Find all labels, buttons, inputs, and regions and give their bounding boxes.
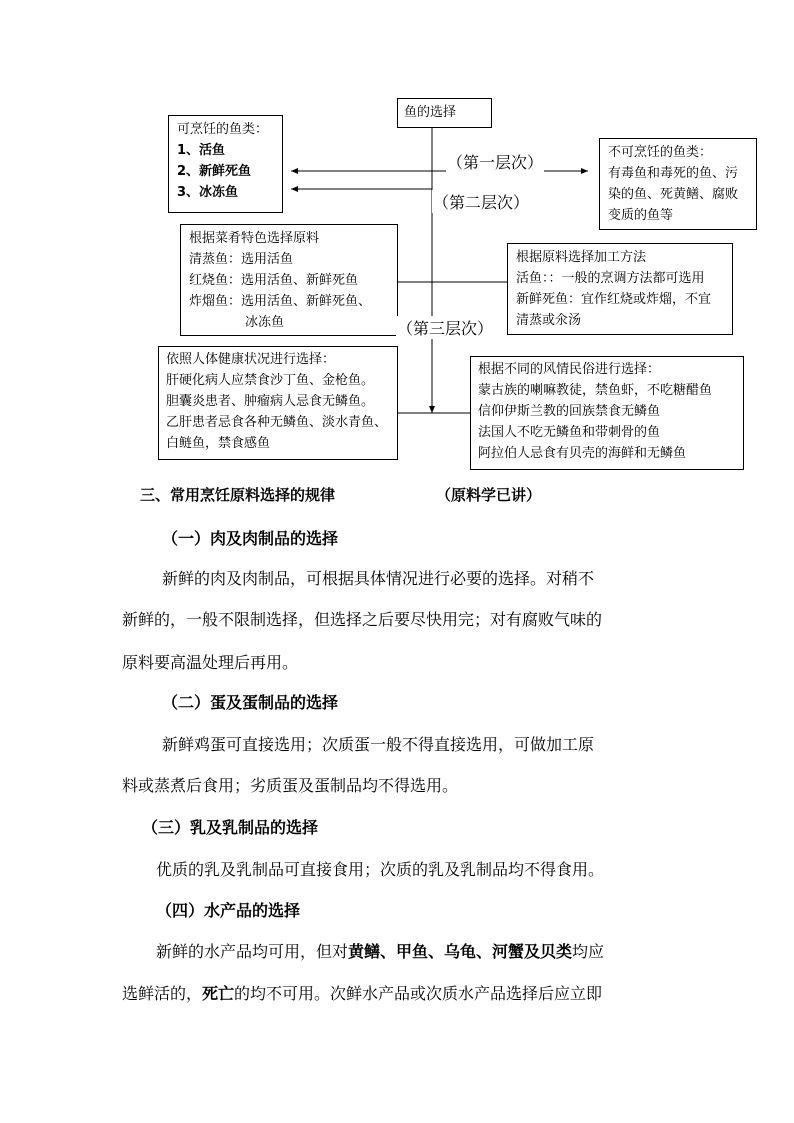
by-dish-line: 冰冻鱼	[245, 315, 285, 330]
text-run: 选鲜活的，	[122, 984, 203, 1003]
layer-2-label: （第二层次）	[432, 190, 530, 213]
item-heading: （二）蛋及蛋制品的选择	[162, 693, 339, 712]
by-health-box	[158, 346, 398, 460]
paragraph-line: 新鲜鸡蛋可直接选用；次质蛋一般不得直接选用，可做加工原	[162, 735, 595, 754]
uncookable-line: 染的鱼、死黄鳝、腐败	[608, 187, 739, 202]
cookable-fish-box	[168, 115, 283, 213]
by-custom-line: 蒙古族的喇嘛教徒，禁鱼虾，不吃糖醋鱼	[478, 383, 713, 398]
by-health-line: 肝硬化病人应禁食沙丁鱼、金枪鱼。	[166, 373, 375, 388]
by-dish-line: 炸熘鱼：选用活鱼、新鲜死鱼、	[189, 294, 372, 309]
uncookable-title: 不可烹饪的鱼类：	[608, 145, 713, 160]
by-method-line: 清蒸或氽汤	[516, 313, 582, 328]
by-custom-line: 阿拉伯人忌食有贝壳的海鲜和无鳞鱼	[478, 446, 687, 461]
by-custom-title: 根据不同的风情民俗进行选择：	[478, 362, 661, 377]
cookable-item: 3、冰冻鱼	[177, 185, 239, 200]
uncookable-line: 变质的鱼等	[608, 208, 674, 223]
cookable-item: 1、活鱼	[177, 143, 226, 158]
item-heading: （一）肉及肉制品的选择	[162, 529, 339, 548]
by-health-title: 依照人体健康状况进行选择：	[166, 352, 336, 367]
diagram-root-label: 鱼的选择	[404, 105, 457, 120]
emphasis-text: 黄鳝、甲鱼、乌龟、河蟹及贝类	[348, 942, 573, 961]
paragraph-line: 新鲜的肉及肉制品，可根据具体情况进行必要的选择。对稍不	[162, 569, 595, 588]
by-dish-line: 清蒸鱼：选用活鱼	[189, 252, 294, 267]
text-run: 新鲜的水产品均可用，但对	[156, 942, 349, 961]
by-health-line: 乙肝患者忌食各种无鳞鱼、淡水青鱼、	[166, 415, 388, 430]
by-method-line: 活鱼：：一般的烹调方法都可选用	[516, 271, 705, 286]
paragraph-line: 料或蒸煮后食用；劣质蛋及蛋制品均不得选用。	[122, 776, 459, 795]
uncookable-fish-box	[599, 138, 757, 230]
by-method-line: 新鲜死鱼：宜作红烧或炸熘，不宜	[516, 292, 712, 307]
by-method-box	[507, 243, 733, 335]
paragraph-line: 新鲜的，一般不限制选择，但选择之后要尽快用完；对有腐败气味的	[122, 610, 603, 629]
diagram-root-box	[397, 98, 492, 128]
text-run: 的均不可用。次鲜水产品或次质水产品选择后应立即	[234, 984, 603, 1003]
section-title: 三、常用烹饪原料选择的规律	[140, 486, 336, 504]
item-heading: （三）乳及乳制品的选择	[142, 818, 319, 837]
cookable-item: 2、新鲜死鱼	[177, 164, 252, 179]
by-custom-line: 信仰伊斯兰教的回族禁食无鳞鱼	[478, 404, 661, 419]
by-health-line: 白鲢鱼，禁食感鱼	[166, 436, 271, 451]
uncookable-line: 有毒鱼和毒死的鱼、污	[608, 166, 739, 181]
paragraph-line: 优质的乳及乳制品可直接食用；次质的乳及乳制品均不得食用。	[156, 860, 605, 879]
by-method-title: 根据原料选择加工方法	[516, 250, 647, 265]
by-dish-line: 红烧鱼：选用活鱼、新鲜死鱼	[189, 273, 359, 288]
text-run: 均应	[572, 942, 605, 961]
section-note: （原料学已讲）	[436, 486, 542, 504]
paragraph-line	[122, 981, 602, 1004]
cookable-title: 可烹饪的鱼类：	[177, 122, 269, 137]
layer-3-label: （第三层次）	[396, 316, 494, 339]
by-custom-box	[470, 356, 744, 470]
layer-1-label: （第一层次）	[446, 150, 544, 173]
paragraph-line	[156, 939, 604, 962]
emphasis-text: 死亡	[202, 984, 235, 1003]
paragraph-line: 原料要高温处理后再用。	[122, 653, 299, 672]
by-dish-box	[180, 224, 398, 336]
item-heading: （四）水产品的选择	[156, 901, 301, 920]
by-health-line: 胆囊炎患者、肿瘤病人忌食无鳞鱼。	[166, 394, 375, 409]
by-dish-title: 根据菜肴特色选择原料	[189, 231, 320, 246]
by-custom-line: 法国人不吃无鳞鱼和带刺骨的鱼	[478, 425, 661, 440]
